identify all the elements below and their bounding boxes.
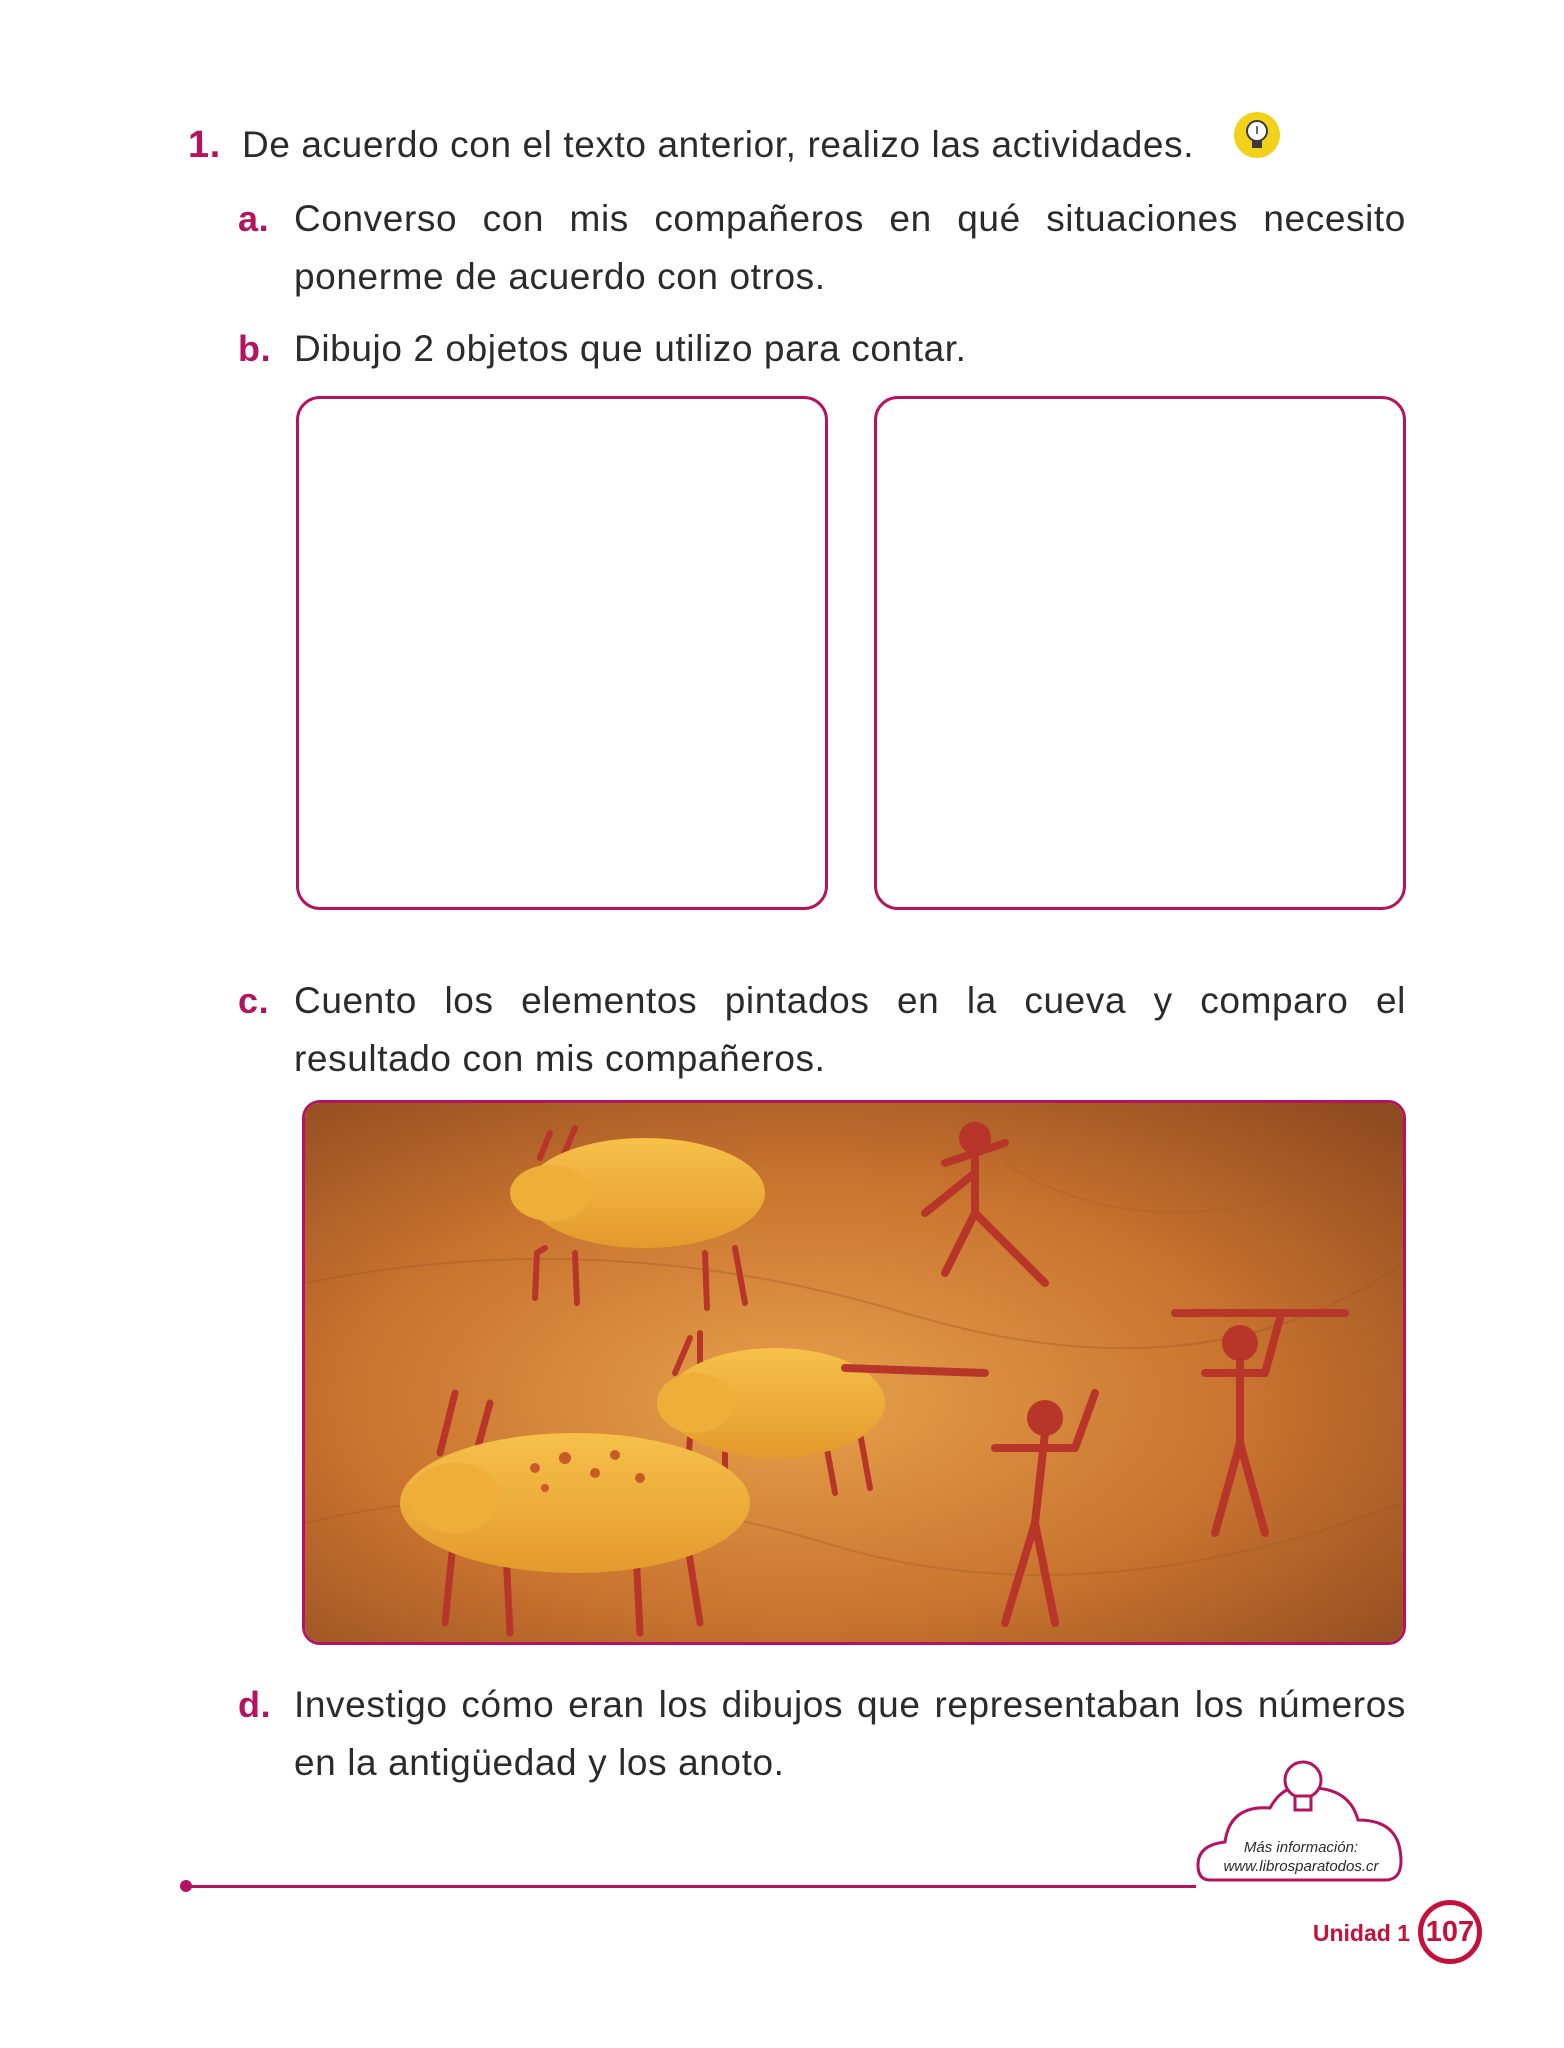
item-text: Dibujo 2 objetos que utilizo para contar.	[294, 328, 967, 369]
footer-rule	[186, 1885, 1196, 1888]
item-text: Investigo cómo eran los dibujos que representaban los números en la antigüedad y los anoto.	[294, 1684, 1406, 1783]
item-text: Converso con mis compañeros en qué situaciones necesito ponerme de acuerdo con otros.	[294, 198, 1406, 297]
lightbulb-icon	[1232, 110, 1282, 160]
drawing-box-1[interactable]	[296, 396, 828, 910]
unit-label: Unidad 1	[1312, 1920, 1410, 1946]
more-info-text	[1190, 1838, 1412, 1876]
item-a	[238, 190, 1408, 310]
question-number: 1.	[188, 124, 221, 166]
more-info-label: Más información:	[1243, 1839, 1359, 1856]
item-letter: c.	[238, 980, 270, 1021]
item-b	[238, 320, 1408, 380]
more-info-link[interactable]: www.librosparatodos.cr	[1223, 1858, 1379, 1875]
item-letter: a.	[238, 198, 270, 239]
page-number: 107	[1418, 1900, 1482, 1964]
drawing-box-2[interactable]	[874, 396, 1406, 910]
cave-painting-image	[302, 1100, 1406, 1645]
item-letter: b.	[238, 328, 272, 369]
item-text: Cuento los elementos pintados en la cueva y comparo el resultado con mis compañeros.	[294, 980, 1406, 1079]
item-letter: d.	[238, 1684, 272, 1725]
item-c	[238, 972, 1408, 1092]
question-text: De acuerdo con el texto anterior, realizo las actividades.	[242, 124, 1195, 165]
